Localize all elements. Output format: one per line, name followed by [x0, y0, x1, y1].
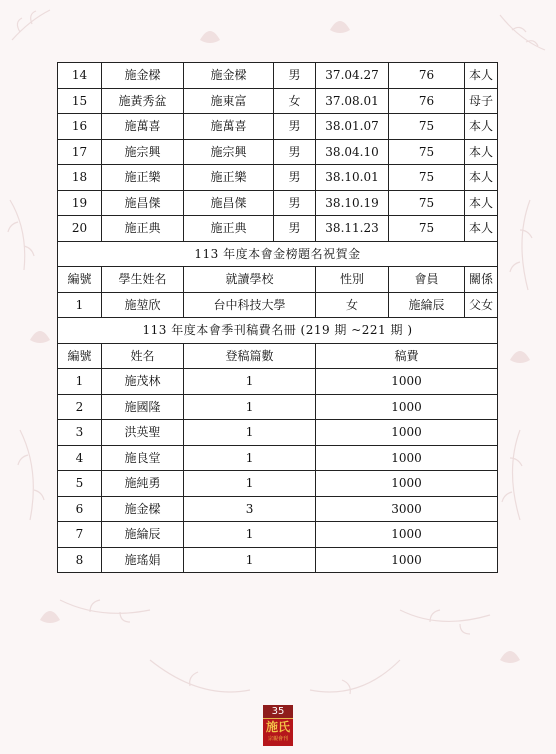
member-relation: 本人: [465, 216, 498, 242]
column-header: 編號: [58, 343, 102, 369]
member-registrant: 施金樑: [184, 63, 274, 89]
row-number: 17: [58, 139, 102, 165]
member-age: 75: [389, 114, 465, 140]
document-table: [57, 62, 498, 573]
article-count: 1: [184, 522, 316, 548]
article-count: 1: [184, 420, 316, 446]
article-count: 1: [184, 369, 316, 395]
table-row: [58, 63, 498, 89]
leaf-sprig-icon: [510, 200, 532, 290]
fee-amount: 1000: [316, 522, 498, 548]
parent-member: 施綸辰: [389, 292, 465, 318]
member-relation: 本人: [465, 63, 498, 89]
author-name: 施良堂: [102, 445, 184, 471]
row-number: 8: [58, 547, 102, 573]
fee-amount: 1000: [316, 547, 498, 573]
member-name: 施金樑: [102, 63, 184, 89]
fee-amount: 3000: [316, 496, 498, 522]
member-age: 75: [389, 190, 465, 216]
logo-text: 施氏: [265, 720, 290, 734]
row-number: 4: [58, 445, 102, 471]
member-birth-date: 38.10.01: [316, 165, 389, 191]
fee-amount: 1000: [316, 369, 498, 395]
member-relation: 本人: [465, 165, 498, 191]
row-number: 3: [58, 420, 102, 446]
table-row: [58, 292, 498, 318]
member-gender: 男: [274, 139, 316, 165]
row-number: 15: [58, 88, 102, 114]
members-table: [58, 63, 498, 242]
page-number: 35: [263, 705, 293, 718]
member-relation: 本人: [465, 114, 498, 140]
student-name: 施堃欣: [102, 292, 184, 318]
publication-logo: [263, 718, 293, 746]
author-name: 施金樑: [102, 496, 184, 522]
row-number: 19: [58, 190, 102, 216]
member-registrant: 施昌傑: [184, 190, 274, 216]
member-age: 76: [389, 63, 465, 89]
member-age: 75: [389, 165, 465, 191]
column-header: 登稿篇數: [184, 343, 316, 369]
column-header: 性別: [316, 267, 389, 293]
member-birth-date: 38.11.23: [316, 216, 389, 242]
lotus-icon: [330, 21, 350, 33]
row-number: 14: [58, 63, 102, 89]
member-registrant: 施宗興: [184, 139, 274, 165]
member-gender: 男: [274, 165, 316, 191]
table-row: [58, 190, 498, 216]
fee-amount: 1000: [316, 471, 498, 497]
relation: 父女: [465, 292, 498, 318]
row-number: 1: [58, 292, 102, 318]
member-relation: 母子: [465, 88, 498, 114]
column-header: 姓名: [102, 343, 184, 369]
member-gender: 男: [274, 114, 316, 140]
leaf-sprig-icon: [60, 600, 150, 622]
member-age: 75: [389, 216, 465, 242]
leaf-sprig-icon: [400, 610, 490, 634]
member-birth-date: 37.08.01: [316, 88, 389, 114]
member-registrant: 施東富: [184, 88, 274, 114]
fee-amount: 1000: [316, 420, 498, 446]
column-header: 會員: [389, 267, 465, 293]
member-name: 施正典: [102, 216, 184, 242]
lotus-icon: [200, 31, 220, 43]
member-gender: 女: [274, 88, 316, 114]
section-title-row: [58, 241, 498, 267]
fee-amount: 1000: [316, 394, 498, 420]
author-name: 施國隆: [102, 394, 184, 420]
fee-table: [58, 318, 498, 573]
lotus-icon: [30, 331, 50, 343]
author-name: 施純勇: [102, 471, 184, 497]
table-row: [58, 88, 498, 114]
member-name: 施萬喜: [102, 114, 184, 140]
member-relation: 本人: [465, 190, 498, 216]
lotus-icon: [500, 651, 520, 663]
leaf-sprig-icon: [12, 10, 50, 40]
school-name: 台中科技大學: [184, 292, 316, 318]
logo-subtext: 宗親會刊: [267, 736, 288, 742]
leaf-sprig-icon: [502, 430, 522, 520]
article-count: 1: [184, 394, 316, 420]
section-title-row: [58, 318, 498, 344]
column-header: 就讀學校: [184, 267, 316, 293]
row-number: 7: [58, 522, 102, 548]
author-name: 洪英聖: [102, 420, 184, 446]
article-count: 1: [184, 547, 316, 573]
member-name: 施宗興: [102, 139, 184, 165]
row-number: 1: [58, 369, 102, 395]
member-gender: 男: [274, 63, 316, 89]
member-name: 施昌傑: [102, 190, 184, 216]
article-count: 1: [184, 445, 316, 471]
member-name: 施正樂: [102, 165, 184, 191]
row-number: 5: [58, 471, 102, 497]
member-name: 施黃秀盆: [102, 88, 184, 114]
table-row: [58, 547, 498, 573]
table-row: [58, 445, 498, 471]
member-registrant: 施萬喜: [184, 114, 274, 140]
member-birth-date: 37.04.27: [316, 63, 389, 89]
leaf-sprig-icon: [18, 430, 44, 520]
author-name: 施綸辰: [102, 522, 184, 548]
table-header-row: [58, 267, 498, 293]
table-row: [58, 165, 498, 191]
gift-section-title: 113 年度本會金榜題名祝賀金: [58, 241, 498, 267]
student-gender: 女: [316, 292, 389, 318]
member-birth-date: 38.01.07: [316, 114, 389, 140]
table-row: [58, 216, 498, 242]
row-number: 6: [58, 496, 102, 522]
member-gender: 男: [274, 216, 316, 242]
table-row: [58, 471, 498, 497]
author-name: 施茂林: [102, 369, 184, 395]
lotus-icon: [40, 611, 60, 623]
article-count: 1: [184, 471, 316, 497]
lotus-icon: [510, 351, 530, 363]
table-row: [58, 496, 498, 522]
leaf-sprig-icon: [310, 660, 400, 694]
member-age: 76: [389, 88, 465, 114]
leaf-sprig-icon: [150, 660, 250, 692]
table-row: [58, 369, 498, 395]
row-number: 2: [58, 394, 102, 420]
row-number: 20: [58, 216, 102, 242]
column-header: 關係: [465, 267, 498, 293]
leaf-sprig-icon: [8, 200, 34, 270]
member-age: 75: [389, 139, 465, 165]
row-number: 18: [58, 165, 102, 191]
table-row: [58, 394, 498, 420]
row-number: 16: [58, 114, 102, 140]
member-birth-date: 38.04.10: [316, 139, 389, 165]
fee-section-title: 113 年度本會季刊稿費名冊 (219 期 ~221 期 ): [58, 318, 498, 344]
member-gender: 男: [274, 190, 316, 216]
article-count: 3: [184, 496, 316, 522]
table-row: [58, 114, 498, 140]
column-header: 編號: [58, 267, 102, 293]
table-row: [58, 522, 498, 548]
member-birth-date: 38.10.19: [316, 190, 389, 216]
column-header: 稿費: [316, 343, 498, 369]
table-header-row: [58, 343, 498, 369]
fee-amount: 1000: [316, 445, 498, 471]
member-relation: 本人: [465, 139, 498, 165]
table-row: [58, 420, 498, 446]
table-row: [58, 139, 498, 165]
member-registrant: 施正典: [184, 216, 274, 242]
page-footer: [263, 705, 293, 745]
gift-table: [58, 241, 498, 318]
leaf-sprig-icon: [500, 15, 545, 50]
author-name: 施瑤娟: [102, 547, 184, 573]
column-header: 學生姓名: [102, 267, 184, 293]
member-registrant: 施正樂: [184, 165, 274, 191]
